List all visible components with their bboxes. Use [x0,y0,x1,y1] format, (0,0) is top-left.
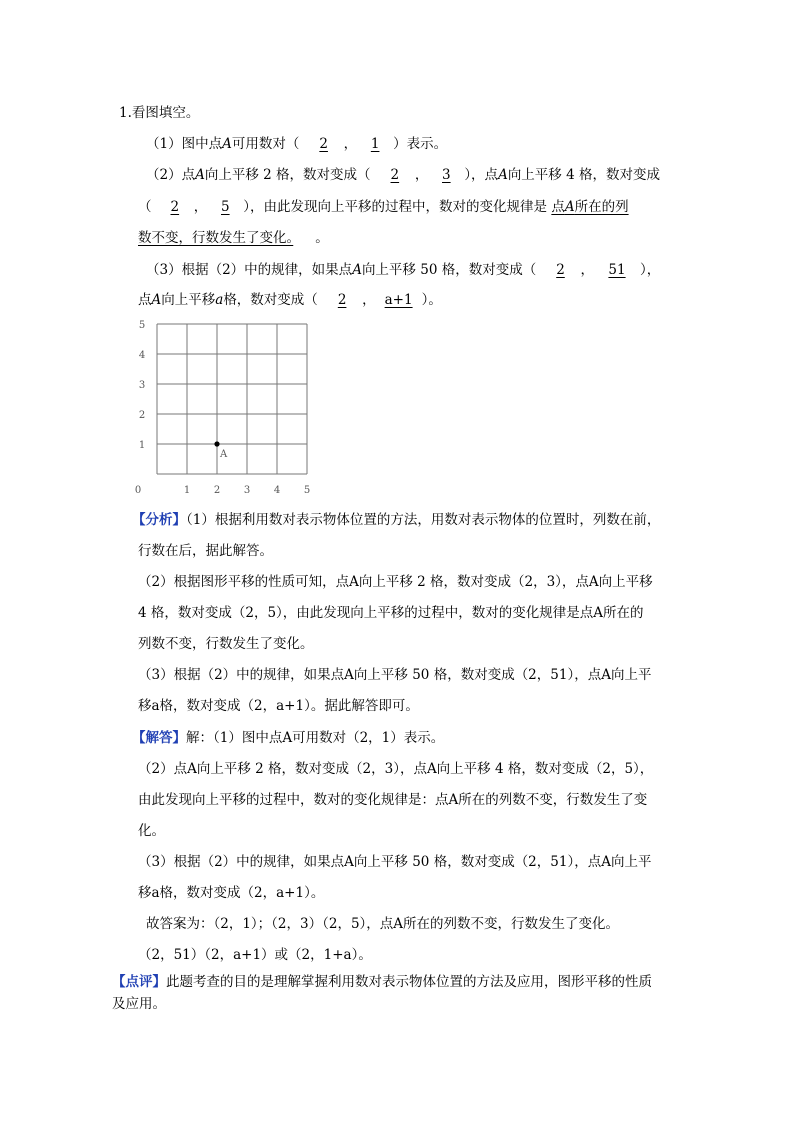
y-tick-label: 5 [138,320,146,331]
x-tick-label: 5 [303,485,311,496]
analysis-line-2: 行数在后，据此解答。 [138,543,273,559]
answer-blank: 2 [319,136,328,152]
x-tick-label: 3 [243,485,251,496]
y-tick-label: 3 [138,380,146,391]
comment-line-2: 及应用。 [112,996,166,1012]
x-tick-label: 2 [213,485,221,496]
solution-line-6: 移a格，数对变成（2，a+1）。 [138,885,325,901]
y-tick-label: 4 [138,350,146,361]
question-part-2-line-1: （2）点A向上平移 2 格，数对变成（ 2 ， 3 ），点A向上平移 4 格，数对变成 [146,167,660,183]
y-tick-label: 2 [138,410,146,421]
answer-blank: 1 [370,136,380,152]
answer-blank: 3 [442,167,451,183]
x-tick-label: 1 [183,485,191,496]
question-part-2-line-2: （ 2 ， 5 ），由此发现向上平移的过程中，数对的变化规律是 点A所在的列 [138,199,629,215]
analysis-tag: 【分析】 [132,512,186,528]
x-tick-label: 0 [134,485,142,496]
solution-line-3: 由此发现向上平移的过程中，数对的变化规律是：点A所在的列数不变，行数发生了变 [138,792,648,808]
answer-blank: 2 [170,199,180,215]
comment-tag: 【点评】 [112,974,166,990]
x-tick-label: 4 [273,485,281,496]
analysis-line-1: 【分析】（1）根据利用数对表示物体位置的方法，用数对表示物体的位置时，列数在前， [132,512,661,528]
grid-lines [157,324,307,474]
solution-line-2: （2）点A向上平移 2 格，数对变成（2，3），点A向上平移 4 格，数对变成（2，5）， [138,761,654,777]
solution-line-1: 【解答】解：（1）图中点A可用数对（2，1）表示。 [132,730,445,746]
y-tick-label: 1 [138,440,146,451]
question-part-1: （1）图中点A可用数对（ 2 ， 1 ）表示。 [146,136,448,152]
coordinate-grid [132,316,322,501]
answer-blank: a+1 [384,292,413,308]
analysis-line-5: 列数不变，行数发生了变化。 [138,636,314,652]
analysis-line-3: （2）根据图形平移的性质可知，点A向上平移 2 格，数对变成（2，3），点A向上平移 [138,574,653,590]
point-a-label: A [220,449,228,460]
question-part-2-line-3: 数不变，行数发生了变化。 。 [138,230,329,246]
analysis-line-4: 4 格，数对变成（2，5），由此发现向上平移的过程中，数对的变化规律是点A所在的 [138,605,644,621]
solution-line-7: 故答案为：（2，1）；（2，3）（2，5），点A所在的列数不变，行数发生了变化。 [146,916,620,932]
grid-labels [135,320,310,496]
answer-blank: 5 [221,199,230,215]
point-a-dot [214,441,219,446]
answer-blank: 51 [608,262,626,278]
question-part-3-line-2: 点A向上平移a格，数对变成（ 2 ， a+1 ）。 [138,292,442,308]
solution-line-5: （3）根据（2）中的规律，如果点A向上平移 50 格，数对变成（2，51），点A向上平 [138,854,652,870]
solution-line-8: （2，51）（2，a+1）或（2，1+a）。 [138,947,372,963]
analysis-line-6: （3）根据（2）中的规律，如果点A向上平移 50 格，数对变成（2，51），点A向上平 [138,667,652,683]
solution-tag: 【解答】 [132,730,186,746]
comment-line-1: 【点评】此题考查的目的是理解掌握利用数对表示物体位置的方法及应用，图形平移的性质 [112,974,652,990]
question-part-3-line-1: （3）根据（2）中的规律，如果点A向上平移 50 格，数对变成（ 2 ， 51 ）， [146,262,661,278]
question-title: 1.看图填空。 [119,105,200,121]
answer-blank: 2 [337,292,347,308]
analysis-line-7: 移a格，数对变成（2，a+1）。据此解答即可。 [138,698,419,714]
answer-blank: 2 [390,167,400,183]
answer-blank: 数不变，行数发生了变化。 [138,230,294,246]
solution-line-4: 化。 [138,823,165,839]
answer-blank: 2 [556,262,565,278]
answer-blank: 点A所在的列 [551,199,629,215]
